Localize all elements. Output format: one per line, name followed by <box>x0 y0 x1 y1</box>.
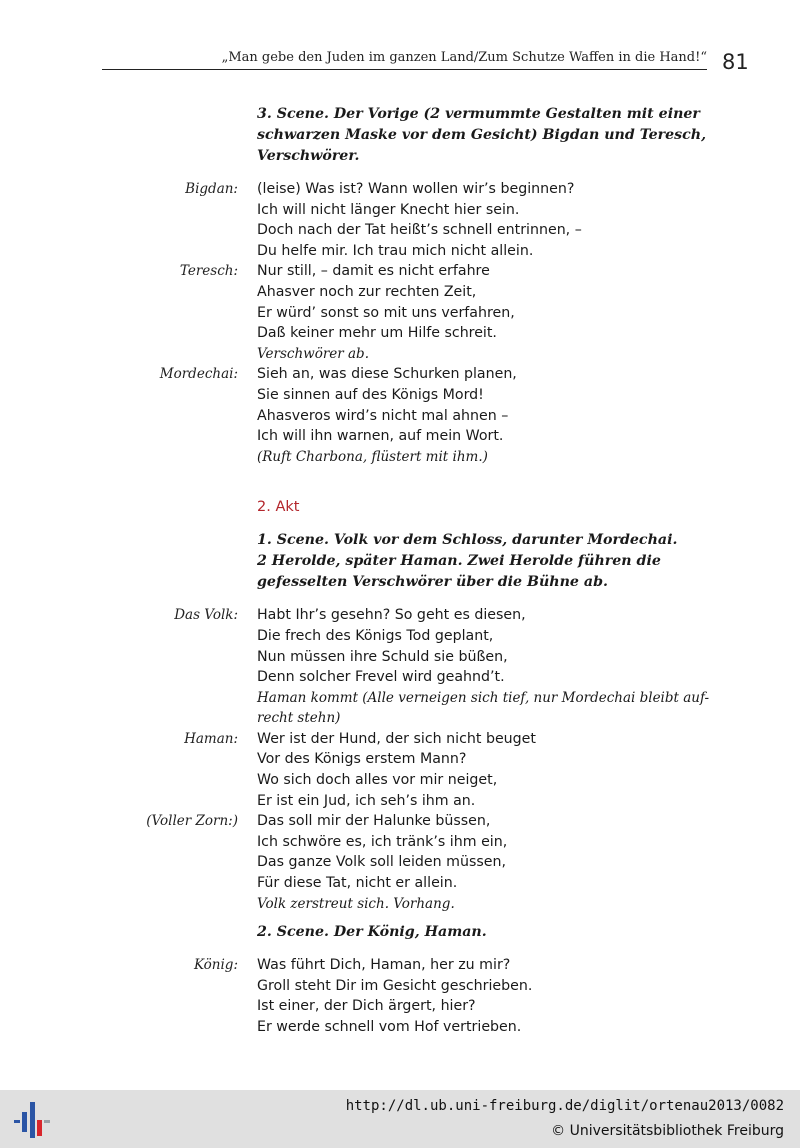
speaker-name: Teresch: <box>179 263 238 280</box>
stage-direction: (Ruft Charbona, flüstert mit ihm.) <box>257 448 488 465</box>
page-number: 81 <box>722 50 749 74</box>
verse-text: Nur still, – damit es nicht erfahre <box>257 263 490 280</box>
dialogue-line <box>0 852 800 873</box>
dialogue-line <box>0 667 800 688</box>
verse-text: Er werde schnell vom Hof vertrieben. <box>257 1019 522 1035</box>
dialogue-line <box>0 996 800 1017</box>
verse-text: Daß keiner mehr um Hilfe schreit. <box>257 325 497 342</box>
running-title: „Man gebe den Juden im ganzen Land/Zum Schutze Waffen in die Hand!“ <box>221 50 707 65</box>
dialogue-line <box>0 426 800 447</box>
act2-scene1-dialogue <box>0 605 800 914</box>
dialogue-line <box>0 1017 800 1038</box>
dialogue-line <box>0 200 800 221</box>
dialogue-line <box>0 344 800 365</box>
verse-text: Ich schwöre es, ich tränk’s ihm ein, <box>257 833 508 850</box>
verse-text: Habt Ihr’s gesehn? So geht es diesen, <box>257 607 526 624</box>
verse-text: Was führt Dich, Haman, her zu mir? <box>257 957 511 974</box>
dialogue-line <box>0 976 800 997</box>
dialogue-line <box>0 179 800 200</box>
verse-text: Du helfe mir. Ich trau mich nicht allein. <box>257 242 534 259</box>
dialogue-line <box>0 708 800 729</box>
scene3-dialogue <box>0 179 800 467</box>
verse-text: Denn solcher Frevel wird geahnd’t. <box>257 669 505 686</box>
verse-text: Die frech des Königs Tod geplant, <box>257 627 494 644</box>
verse-text: Ich will ihn warnen, auf mein Wort. <box>257 428 504 445</box>
speaker-name: Mordechai: <box>159 366 238 383</box>
dialogue-line <box>0 241 800 262</box>
verse-text: Sieh an, was diese Schurken planen, <box>257 366 517 383</box>
act2-scene1-heading-line: gefesselten Verschwörer über die Bühne ab. <box>257 574 608 591</box>
dialogue-line <box>0 323 800 344</box>
scene3-heading-line: Verschwörer. <box>257 148 360 164</box>
dialogue-line <box>0 605 800 626</box>
dialogue-line <box>0 626 800 647</box>
footer-copyright: © Universitätsbibliothek Freiburg <box>551 1123 784 1139</box>
verse-text: Sie sinnen auf des Königs Mord! <box>257 386 484 403</box>
page-content <box>0 104 800 1038</box>
speaker-name: (Voller Zorn:) <box>146 813 238 830</box>
verse-text: Groll steht Dir im Gesicht geschrieben. <box>257 977 533 994</box>
dialogue-line <box>0 770 800 791</box>
dialogue-line <box>0 894 800 915</box>
act-heading: 2. Akt <box>257 499 300 516</box>
dialogue-line <box>0 406 800 427</box>
verse-text: Ahasveros wird’s nicht mal ahnen – <box>257 407 509 424</box>
verse-text: Ahasver noch zur rechten Zeit, <box>257 283 477 300</box>
dialogue-line <box>0 749 800 770</box>
verse-text: Vor des Königs erstem Mann? <box>257 751 467 768</box>
stage-direction: Verschwörer ab. <box>257 345 369 362</box>
speaker-name: Das Volk: <box>174 607 238 624</box>
dialogue-line <box>0 791 800 812</box>
dialogue-line <box>0 364 800 385</box>
dialogue-line <box>0 811 800 832</box>
ub-freiburg-logo-icon[interactable] <box>12 1098 52 1140</box>
act2-scene1-heading-line: 2 Herolde, später Haman. Zwei Herolde führen die <box>257 553 661 570</box>
dialogue-line <box>0 447 800 468</box>
dialogue-line <box>0 385 800 406</box>
dialogue-line <box>0 647 800 668</box>
stage-direction: recht stehn) <box>257 710 341 727</box>
verse-text: Doch nach der Tat heißt’s schnell entrinnen, – <box>257 222 582 239</box>
scene3-heading-line: schwarzen Maske vor dem Gesicht) Bigdan und Teresch, <box>257 127 707 143</box>
speaker-name: Bigdan: <box>185 181 238 197</box>
verse-text: Ist einer, der Dich ärgert, hier? <box>257 998 476 1015</box>
verse-text: Wo sich doch alles vor mir neiget, <box>257 772 498 789</box>
dialogue-line <box>0 955 800 976</box>
dialogue-line <box>0 873 800 894</box>
act2-scene1-heading-line: 1. Scene. Volk vor dem Schloss, darunter Mordechai. <box>257 532 678 549</box>
footer-url-link[interactable]: http://dl.ub.uni-freiburg.de/diglit/ortenau2013/0082 <box>345 1098 784 1114</box>
act2-scene1-heading <box>257 530 707 593</box>
dialogue-line <box>0 303 800 324</box>
dialogue-line <box>0 832 800 853</box>
verse-text: Nun müssen ihre Schuld sie büßen, <box>257 648 508 665</box>
verse-text: Er würd’ sonst so mit uns verfahren, <box>257 304 515 321</box>
dialogue-line <box>0 220 800 241</box>
scene3-heading <box>257 104 707 167</box>
dialogue-line <box>0 261 800 282</box>
act2-scene2-dialogue <box>0 955 800 1037</box>
verse-text: Das soll mir der Halunke büssen, <box>257 813 491 830</box>
dialogue-line <box>0 282 800 303</box>
footer-bar <box>0 1090 800 1148</box>
dialogue-line <box>0 688 800 709</box>
header-rule <box>102 69 707 70</box>
verse-text: Für diese Tat, nicht er allein. <box>257 875 458 892</box>
verse-text: Er ist ein Jud, ich seh’s ihm an. <box>257 792 476 809</box>
verse-text: (leise) Was ist? Wann wollen wir’s beginnen? <box>257 181 575 197</box>
speaker-name: Haman: <box>184 730 238 747</box>
stage-direction: Volk zerstreut sich. Vorhang. <box>257 895 455 912</box>
verse-text: Wer ist der Hund, der sich nicht beuget <box>257 730 536 747</box>
speaker-name: König: <box>193 957 238 974</box>
stage-direction: Haman kommt (Alle verneigen sich tief, nur Mordechai bleibt auf- <box>257 689 710 706</box>
verse-text: Das ganze Volk soll leiden müssen, <box>257 854 506 871</box>
act2-scene2-heading: 2. Scene. Der König, Haman. <box>257 924 487 941</box>
verse-text: Ich will nicht länger Knecht hier sein. <box>257 201 520 218</box>
scene3-heading-line: 3. Scene. Der Vorige (2 vermummte Gestalten mit einer <box>257 106 700 122</box>
dialogue-line <box>0 729 800 750</box>
